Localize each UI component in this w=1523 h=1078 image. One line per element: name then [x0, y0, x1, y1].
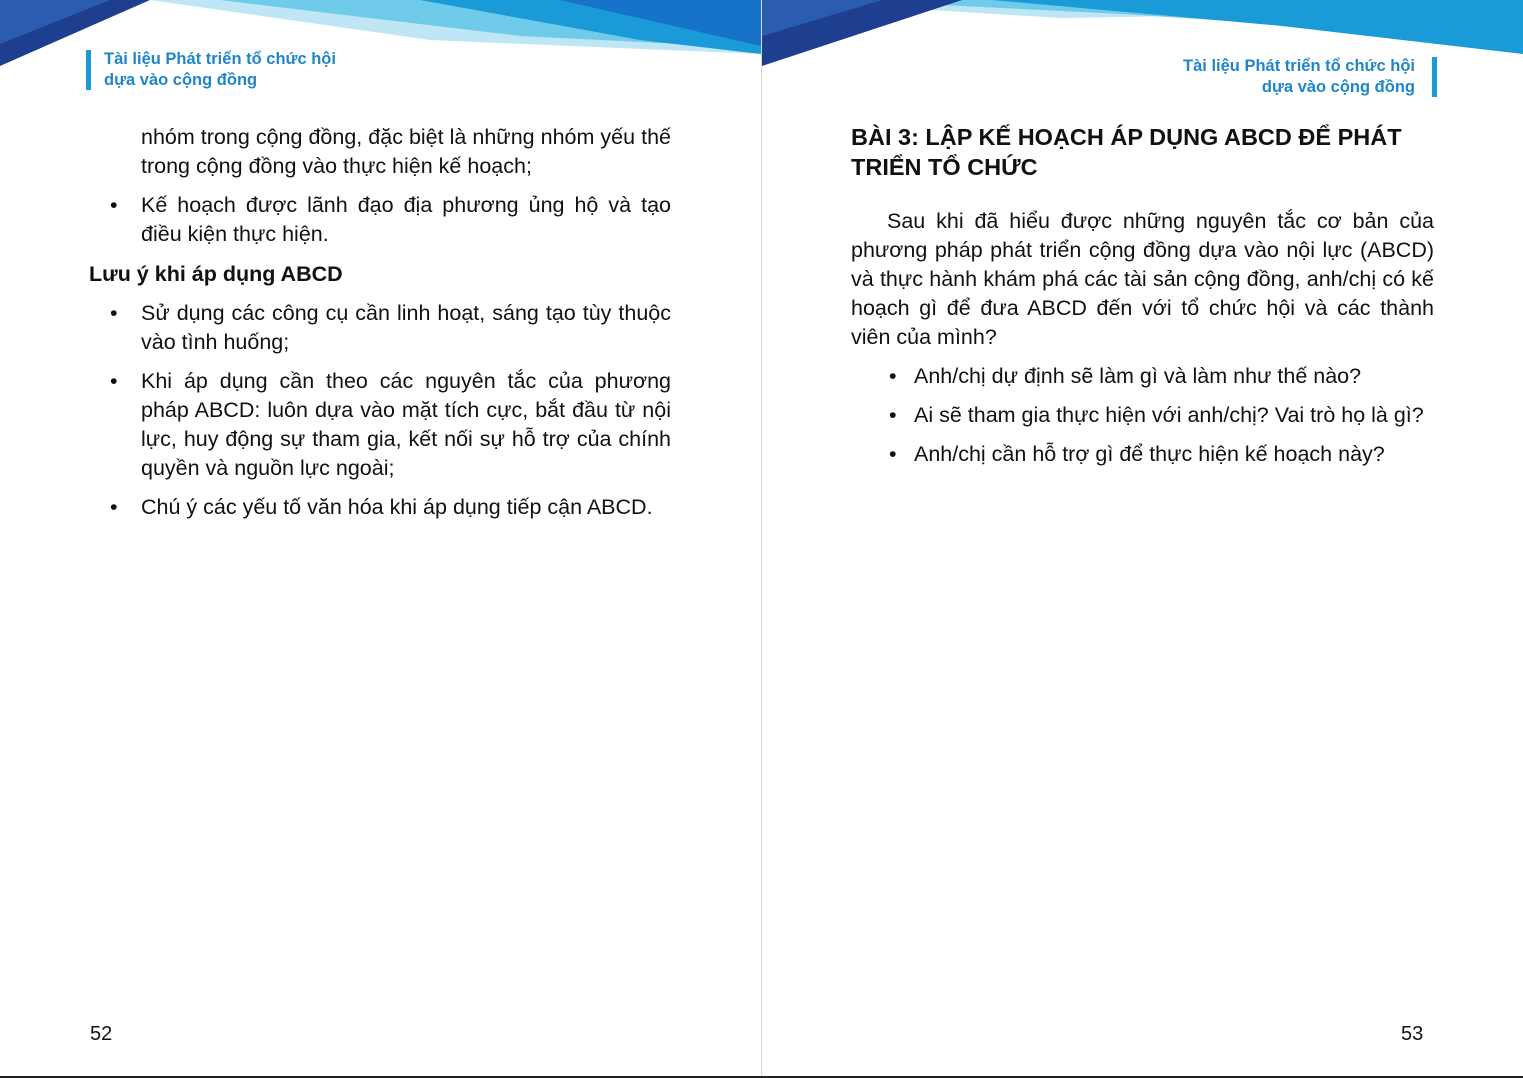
- lesson-title: BÀI 3: LẬP KẾ HOẠCH ÁP DỤNG ABCD ĐỂ PHÁT TRIỂN TỔ CHỨC: [851, 124, 1402, 180]
- running-header-line1: Tài liệu Phát triển tổ chức hội: [104, 50, 336, 68]
- running-header-line2: dựa vào cộng đồng: [1261, 78, 1415, 96]
- list-item-text: Anh/chị dự định sẽ làm gì và làm như thế nào?: [914, 364, 1362, 388]
- list-item: [89, 367, 671, 483]
- list-item: [89, 493, 671, 522]
- header-accent-bar: [1432, 57, 1437, 97]
- page-number: 52: [90, 1023, 113, 1045]
- list-item-text: Chú ý các yếu tố văn hóa khi áp dụng tiếp cận ABCD.: [141, 495, 653, 519]
- header-accent-bar: [86, 50, 91, 90]
- bullet-icon: •: [110, 369, 118, 393]
- list-item-text: Kế hoạch được lãnh đạo địa phương ủng hộ và tạo điều kiện thực hiện.: [141, 193, 671, 246]
- list-item-text: Ai sẽ tham gia thực hiện với anh/chị? Vai trò họ là gì?: [914, 403, 1424, 427]
- list-item: [851, 401, 1441, 430]
- running-header: [1183, 56, 1415, 98]
- section-subheading: Lưu ý khi áp dụng ABCD: [89, 262, 343, 286]
- bullet-icon: •: [110, 193, 118, 217]
- running-header-line2: dựa vào cộng đồng: [104, 71, 258, 89]
- question-bullet-list: [851, 362, 1441, 479]
- list-item: [89, 299, 671, 357]
- continued-bullet-text: nhóm trong cộng đồng, đặc biệt là những nhóm yếu thế trong cộng đồng vào thực hiện kế hoạch;: [141, 125, 671, 178]
- right-page: [762, 0, 1523, 1078]
- left-top-bullet-list: [89, 191, 671, 259]
- list-item-text: Khi áp dụng cần theo các nguyên tắc của phương pháp ABCD: luôn dựa vào mặt tích cực, bắt đầu từ nội lực, huy động sự tham gia, kết nối sự hỗ trợ của chính quyền và nguồn lực ngoài;: [141, 369, 671, 480]
- running-header-line1: Tài liệu Phát triển tổ chức hội: [1183, 57, 1415, 75]
- list-item-text: Sử dụng các công cụ cần linh hoạt, sáng tạo tùy thuộc vào tình huống;: [141, 301, 671, 354]
- bullet-icon: •: [889, 364, 897, 388]
- bullet-icon: •: [110, 301, 118, 325]
- list-item: [89, 191, 671, 249]
- list-item: [851, 440, 1441, 469]
- notes-bullet-list: [89, 299, 671, 532]
- intro-paragraph: Sau khi đã hiểu được những nguyên tắc cơ bản của phương pháp phát triển cộng đồng dựa vào nội lực (ABCD) và thực hành khám phá các tài sản cộng đồng, anh/chị có kế hoạch gì để đưa ABCD đến với tổ chức hội và các thành viên của mình?: [851, 209, 1434, 349]
- list-item: [851, 362, 1441, 391]
- left-page: [0, 0, 761, 1078]
- bullet-icon: •: [110, 495, 118, 519]
- list-item-text: Anh/chị cần hỗ trợ gì để thực hiện kế hoạch này?: [914, 442, 1385, 466]
- bullet-icon: •: [889, 442, 897, 466]
- bullet-icon: •: [889, 403, 897, 427]
- running-header: [104, 49, 336, 91]
- page-number: 53: [1401, 1023, 1424, 1045]
